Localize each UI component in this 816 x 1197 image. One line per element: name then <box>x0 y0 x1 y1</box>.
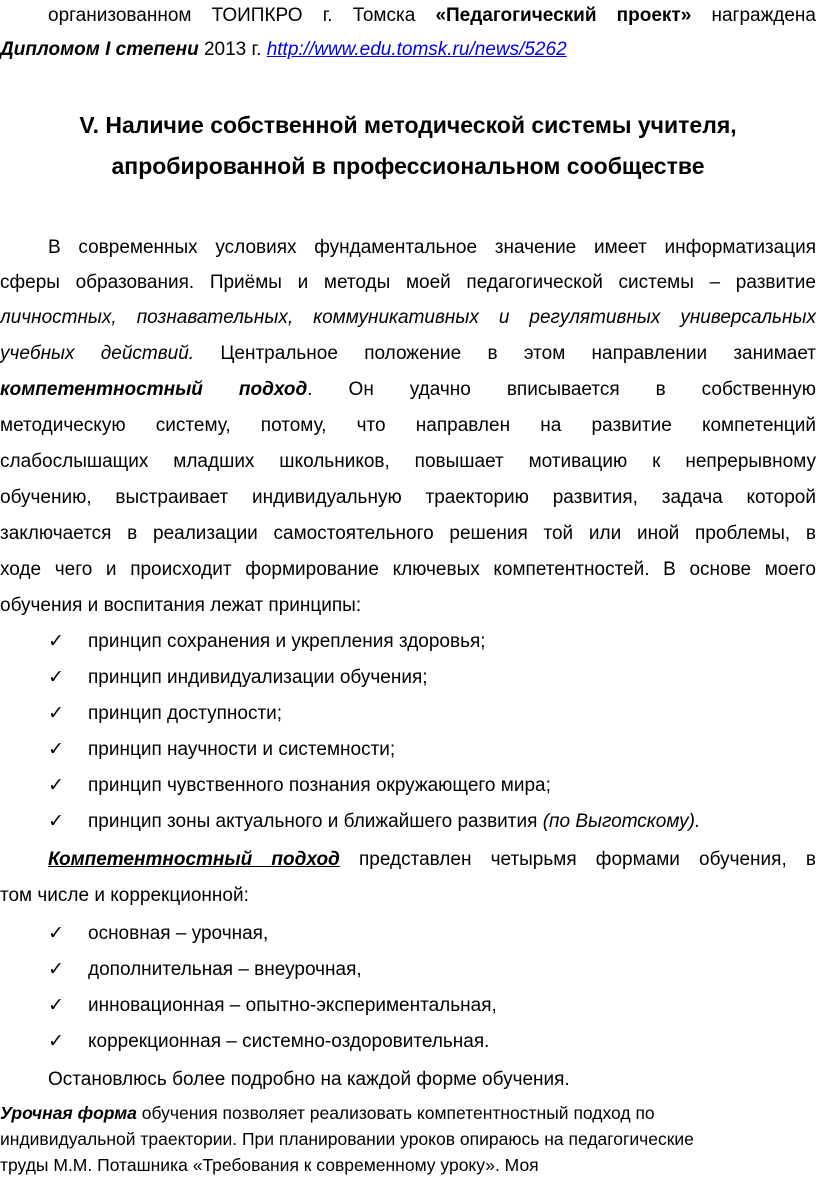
intro-text: организованном ТОИПКРО г. Томска <box>48 5 436 26</box>
para1-line <box>0 342 816 366</box>
para2-text: представлен четырьмя формами обучения, в <box>339 849 816 870</box>
checkmark-icon: ✓ <box>48 631 64 652</box>
news-link[interactable]: http://www.edu.tomsk.ru/news/5262 <box>266 39 567 60</box>
uud-text: учебных действий. <box>0 343 195 364</box>
checkmark-icon: ✓ <box>48 1031 64 1052</box>
para1-line: ходе чего и происходит формирование ключевых компетентностей. В основе моего <box>0 559 816 580</box>
para1-line <box>0 378 816 402</box>
para4-line: труды М.М. Поташника «Требования к современному уроку». Моя <box>0 1155 539 1175</box>
checkmark-icon: ✓ <box>48 995 64 1016</box>
list-item-text: принцип индивидуализации обучения; <box>88 667 428 688</box>
list-item-text: инновационная – опытно-экспериментальная, <box>88 995 497 1016</box>
lesson-form-term: Урочная форма <box>0 1103 137 1123</box>
para1-text: Центральное положение в этом направлении занимает <box>194 343 816 364</box>
checkmark-icon: ✓ <box>48 959 64 980</box>
list-item-text: принцип чувственного познания окружающего мира; <box>88 775 551 796</box>
para1-line <box>0 306 816 330</box>
para1-line: обучению, выстраивает индивидуальную траекторию развития, задача которой <box>0 487 816 508</box>
diploma-text: Дипломом I степени <box>0 39 199 60</box>
checkmark-icon: ✓ <box>48 923 64 944</box>
para1-line: В современных условиях фундаментальное значение имеет информатизация <box>48 237 816 258</box>
list-item-text: основная – урочная, <box>88 923 269 944</box>
list-item-text: дополнительная – внеурочная, <box>88 959 362 980</box>
checkmark-icon: ✓ <box>48 703 64 724</box>
para1-line: методическую систему, потому, что направлен на развитие компетенций <box>0 415 816 436</box>
project-title: «Педагогический проект» <box>435 5 692 26</box>
para2-line: том числе и коррекционной: <box>0 885 249 906</box>
para1-line: сферы образования. Приёмы и методы моей педагогической системы – развитие <box>0 272 816 293</box>
list-item-text: принцип зоны актуального и ближайшего развития (по Выготскому). <box>88 811 701 832</box>
section-title-line-1: V. Наличие собственной методической системы учителя, <box>79 112 737 138</box>
para4-line <box>0 1102 816 1124</box>
intro-line-2 <box>0 38 816 62</box>
approach-term: компетентностный подход <box>0 379 308 400</box>
checkmark-icon: ✓ <box>48 739 64 760</box>
para1-line: слабослышащих младших школьников, повышает мотивацию к непрерывному <box>0 451 816 472</box>
para1-line: обучения и воспитания лежат принципы: <box>0 595 362 616</box>
year-text: 2013 г. <box>198 39 267 60</box>
para2-line <box>0 848 816 872</box>
uud-text: личностных, познавательных, коммуникативных и регулятивных универсальных <box>0 307 816 328</box>
checkmark-icon: ✓ <box>48 811 64 832</box>
approach-term: Компетентностный подход <box>48 849 340 870</box>
section-title-line-2: апробированной в профессиональном сообществе <box>111 153 705 179</box>
para4-line: индивидуальной траектории. При планировании уроков опираюсь на педагогические <box>0 1129 694 1149</box>
checkmark-icon: ✓ <box>48 775 64 796</box>
checkmark-icon: ✓ <box>48 667 64 688</box>
para3-line: Остановлюсь более подробно на каждой форме обучения. <box>48 1069 570 1090</box>
intro-line-1 <box>0 4 816 28</box>
para1-line: заключается в реализации самостоятельного решения той или иной проблемы, в <box>0 523 816 544</box>
vygotsky-note: (по Выготскому). <box>542 811 701 832</box>
para4-text: обучения позволяет реализовать компетентностный подход по <box>136 1103 655 1123</box>
list-item-text: принцип доступности; <box>88 703 283 724</box>
list-item-text: принцип научности и системности; <box>88 739 396 760</box>
para1-text: . Он удачно вписывается в собственную <box>307 379 816 400</box>
list-item-text: принцип сохранения и укрепления здоровья; <box>88 631 486 652</box>
intro-text: награждена <box>691 5 816 26</box>
list-item-text: коррекционная – системно-оздоровительная. <box>88 1031 490 1052</box>
